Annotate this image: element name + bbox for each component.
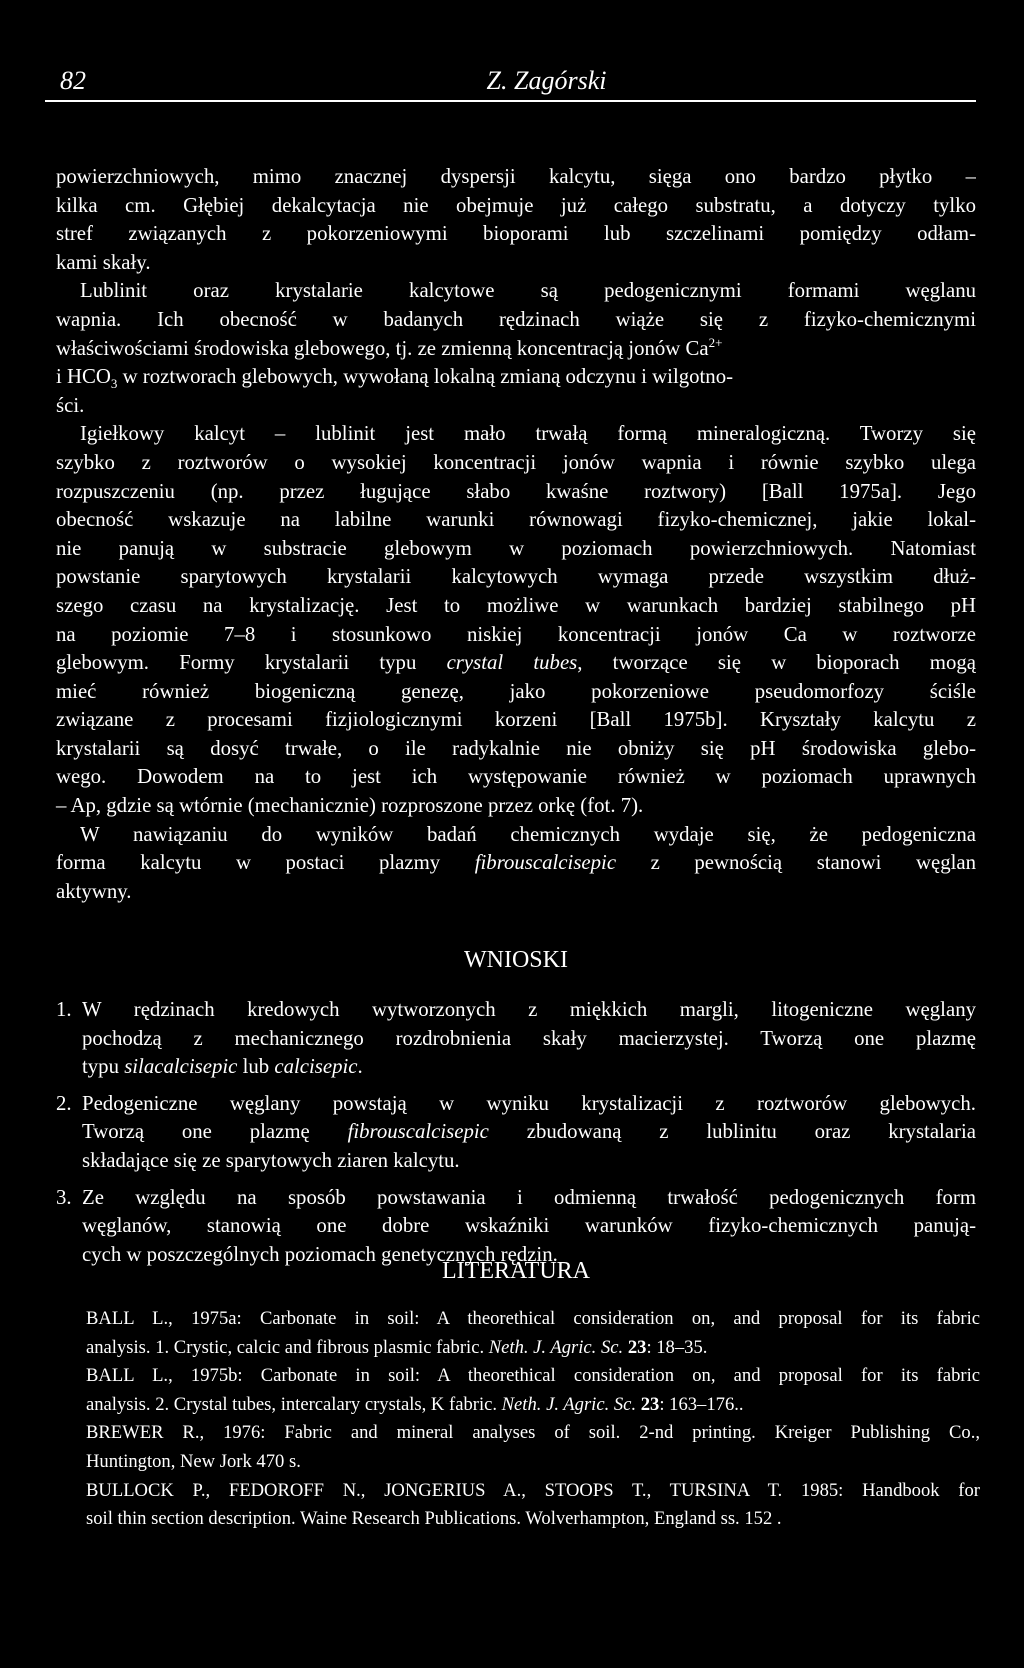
superscript: 2+ <box>708 334 723 350</box>
text-line: Lublinit oraz krystalarie kalcytowe są pedogenicznymi formami węglanu <box>80 279 976 303</box>
text-line: W nawiązaniu do wyników badań chemicznych wydaje się, że pedogeniczna <box>80 822 976 846</box>
text-line: powstanie sparytowych krystalarii kalcytowych wymaga przede wszystkim dłuż- <box>56 565 976 589</box>
reference-item: BALL L., 1975b: Carbonate in soil: A theorethical consideration on, and proposal for its fabric analysis. 2. Crystal tubes, intercalary crystals, K fabric. Neth. J. Agric. Sc. 23: 163–176.. <box>86 1365 980 1415</box>
list-item: 1. W rędzinach kredowych wytworzonych z miękkich margli, litogeniczne węglany pochodzą z mechanicznego rozdrobnienia skały macierzystej. Tworzą one plazmę typu silacalcisepic lub calcisepic. <box>56 998 976 1079</box>
text-line: rozpuszczeniu (np. przez ługujące słabo kwaśne roztwory) [Ball 1975a]. Jego <box>56 479 976 503</box>
text-line: szybko z roztworów o wysokiej koncentracji jonów wapnia i równie szybko ulega <box>56 450 976 474</box>
references-list <box>56 1306 980 1535</box>
text-line: związane z procesami fizjiologicznymi korzeni [Ball 1975b]. Kryształy kalcytu z <box>56 708 976 732</box>
text-line: aktywny. <box>56 879 132 903</box>
reference-item: BREWER R., 1976: Fabric and mineral analyses of soil. 2-nd printing. Kreiger Publishing Co., Huntington, New Jork 470 s. <box>86 1422 980 1472</box>
text-line: – Ap, gdzie są wtórnie (mechanicznie) rozproszone przez orkę (fot. 7). <box>56 794 644 818</box>
reference-item: BULLOCK P., FEDOROFF N., JONGERIUS A., STOOPS T., TURSINA T. 1985: Handbook for soil thin section description. Waine Research Publications. Wolverhampton, England ss. 152 . <box>86 1479 980 1530</box>
text-line: mieć również biogeniczną genezę, jako pokorzeniowe pseudomorfozy ściśle <box>56 679 976 703</box>
subscript: 3 <box>110 376 118 392</box>
text-line: na poziomie 7–8 i stosunkowo niskiej koncentracji jonów Ca w roztworze <box>56 622 976 646</box>
item-number: 2. <box>56 1091 72 1115</box>
text-line: wego. Dowodem na to jest ich występowanie również w poziomach uprawnych <box>56 765 976 789</box>
text-line: szego czasu na krystalizację. Jest to możliwe w warunkach bardziej stabilnego pH <box>56 593 976 617</box>
text-line: stref związanych z pokorzeniowymi bioporami lub szczelinami pomiędzy odłam- <box>56 222 976 246</box>
text-line: wapnia. Ich obecność w badanych rędzinach wiąże się z fizyko-chemicznymi <box>56 307 976 331</box>
references-heading: LITERATURA <box>442 1258 590 1284</box>
list-item: 3. Ze względu na sposób powstawania i odmienną trwałość pedogenicznych form węglanów, stanowią one dobre wskaźniki warunków fizyko-chemicznych panują- cych w poszczególnych poziomach genetycznych rędzin. <box>56 1185 976 1266</box>
text-line: Igiełkowy kalcyt – lublinit jest mało trwałą formą mineralogiczną. Tworzy się <box>80 422 976 446</box>
page-number: 82 <box>60 66 86 95</box>
conclusions-list <box>56 996 976 1277</box>
conclusions-heading: WNIOSKI <box>464 947 568 973</box>
reference-item: BALL L., 1975a: Carbonate in soil: A theorethical consideration on, and proposal for its fabric analysis. 1. Crystic, calcic and fibrous plasmic fabric. Neth. J. Agric. Sc. 23: 18–35. <box>86 1308 980 1358</box>
text-line: nie panują w substracie glebowym w poziomach powierzchniowych. Natomiast <box>56 536 976 560</box>
text-line: i $HCO_3$ w roztworach glebowych, wywołaną lokalną zmianą odczynu i wilgotno- <box>56 365 734 392</box>
body-text <box>56 163 976 906</box>
text-line: właściwościami środowiska glebowego, tj. ze zmienną koncentracją jonów $Ca^{2+}$ <box>56 334 723 360</box>
item-number: 1. <box>56 998 72 1021</box>
page-header <box>46 60 975 100</box>
header-rule <box>45 100 976 102</box>
text-line: kilka cm. Głębiej dekalcytacja nie obejmuje już całego substratu, a dotyczy tylko <box>56 193 976 217</box>
text-line: ści. <box>56 393 85 417</box>
list-item: 2. Pedogeniczne węglany powstają w wyniku krystalizacji z roztworów glebowych. Tworzą one plazmę fibrouscalcisepic zbudowaną z lublinitu oraz krystalaria składające się ze sparytowych ziaren kalcytu. <box>56 1091 976 1172</box>
text-line: powierzchniowych, mimo znacznej dyspersji kalcytu, sięga ono bardzo płytko – <box>56 165 976 188</box>
item-number: 3. <box>56 1185 72 1209</box>
running-head: Z. Zagórski <box>486 66 607 95</box>
text-line: glebowym. Formy krystalarii typu crystal tubes, tworzące się w bioporach mogą <box>56 651 976 675</box>
text-line: forma kalcytu w postaci plazmy fibrouscalcisepic z pewnością stanowi węglan <box>56 851 976 875</box>
text-line: krystalarii są dosyć trwałe, o ile radykalnie nie obniży się pH środowiska glebo- <box>56 736 976 760</box>
text-line: kami skały. <box>56 250 151 274</box>
text-line: obecność wskazuje na labilne warunki równowagi fizyko-chemicznej, jakie lokal- <box>56 508 976 532</box>
